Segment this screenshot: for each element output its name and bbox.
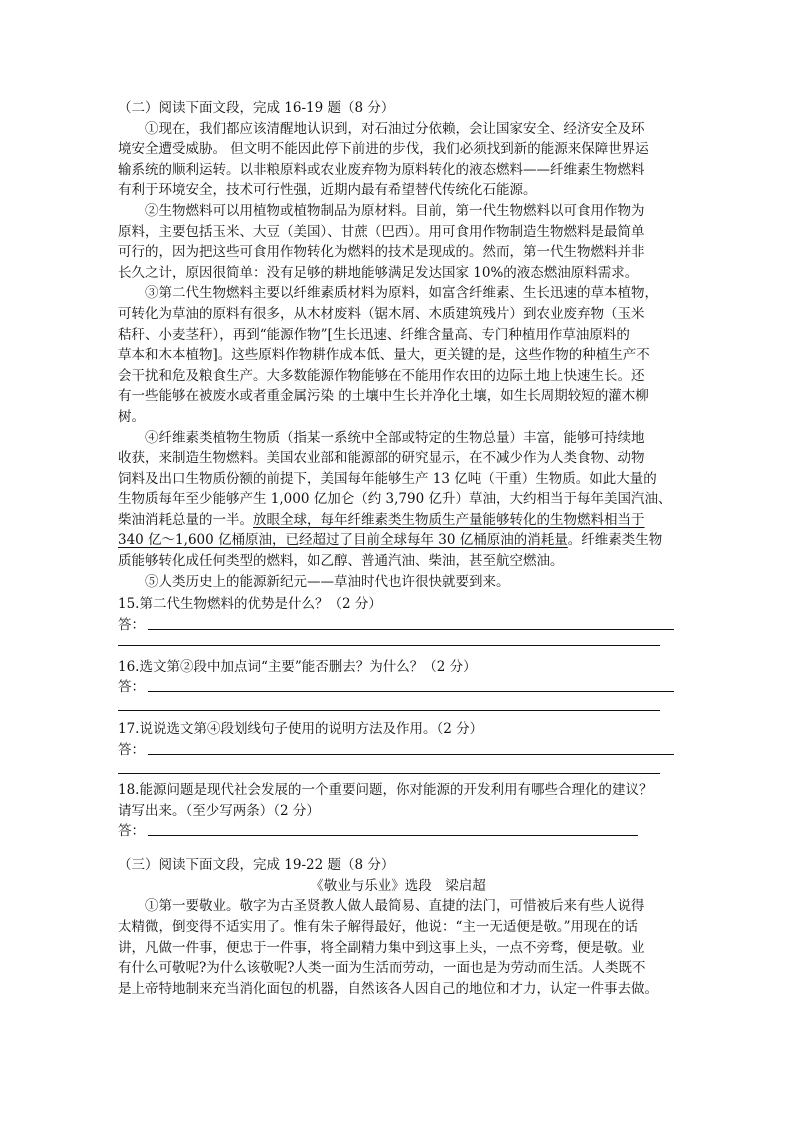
answer-line[interactable] [118, 773, 660, 774]
section-3-paragraph-1 [118, 896, 678, 999]
answer-line[interactable] [148, 629, 674, 630]
text-line: 质能够转化成任何类型的燃料，如乙醇、普通汽油、柴油，甚至航空燃油。 [118, 553, 564, 570]
text-line: ④纤维素类植物生物质（指某一系统中全部或特定的生物总量）丰富，能够可持续地 [145, 429, 645, 446]
text-line: 长久之计，原因很简单：没有足够的耕地能够满足发达国家 10%的液态燃油原料需求。 [118, 264, 639, 281]
answer-line[interactable] [148, 835, 638, 836]
text-line: 有利于环境安全，技术可行性强，近期内最有希望替代传统化石能源。 [118, 182, 537, 199]
section-2-paragraph-1 [118, 119, 678, 201]
section-2-paragraph-4 [118, 428, 678, 572]
text-line: 原料，主要包括玉米、大豆（美国）、甘蔗（巴西）。用可食用作物制造生物燃料是最简单 [118, 223, 645, 240]
text-line: ③第二代生物燃料主要以纤维素质材料为原料，如富含纤维素、生长迅速的草本植物， [145, 285, 658, 302]
text-line: 境安全遭受威胁。 但文明不能因此停下前进的步伐，我们必须找到新的能源来保障世界运 [118, 141, 649, 158]
text-line: 树。 [118, 408, 145, 425]
text-line [118, 510, 678, 531]
underlined-sentence: 340 亿～1,600 亿桶原油，已经超过了目前全球每年 30 亿桶原油的消耗量 [118, 532, 568, 549]
answer-label: 答： [118, 679, 145, 696]
text-line: 会干扰和危及粮食生产。大多数能源作物能够在不能用作农田的边际土地上快速生长。还 [118, 367, 645, 384]
section-3-heading: （三）阅读下面文段，完成 19-22 题（8 分） [118, 857, 395, 874]
text-line: 输系统的顺利运转。以非粮原料或农业废弃物为原料转化的液态燃料——纤维素生物燃料 [118, 161, 645, 178]
text-line: 可转化为草油的原料有很多，从木材废料（锯木屑、木质建筑残片）到农业废弃物（玉米 [118, 305, 645, 322]
question-15: 15.第二代生物燃料的优势是什么？（2 分） [118, 596, 382, 613]
answer-label: 答： [118, 742, 145, 759]
answer-line[interactable] [148, 754, 674, 755]
text-line: 讲，凡做一件事，便忠于一件事，将全副精力集中到这事上头，一点不旁骛，便是敬。业 [118, 939, 645, 956]
question-16: 16.选文第②段中加点词“主要”能否删去？为什么？（2 分） [118, 658, 477, 675]
text-segment: 。纤维素类生物 [567, 532, 663, 549]
question-18-continued: 请写出来。（至少写两条）（2 分） [118, 802, 320, 819]
answer-row-16-continued [118, 697, 678, 717]
question-17: 17.说说选文第④段划线句子使用的说明方法及作用。（2 分） [118, 721, 484, 738]
text-line: 太精微，倒变得不适实用了。惟有朱子解得最好，他说：“主一无适便是敬。”用现在的话 [118, 919, 639, 935]
section-2-paragraph-2 [118, 201, 678, 283]
answer-label: 答： [118, 616, 145, 633]
section-2-paragraph-5: ⑤人类历史上的能源新纪元——草油时代也许很快就要到来。 [145, 573, 510, 590]
answer-row-17-continued [118, 760, 678, 780]
answer-line[interactable] [118, 645, 660, 646]
text-line [118, 530, 678, 551]
answer-line[interactable] [118, 710, 660, 711]
text-line: 秸秆、小麦茎秆），再到“能源作物”[生长迅速、纤维含量高、专门种植用作草油原料的 [118, 326, 630, 343]
text-line: 有什么可敬呢?为什么该敬呢?人类一面为生活而劳动，一面也是为劳动而生活。人类既不 [118, 960, 646, 977]
answer-row-15-continued [118, 635, 678, 655]
text-line: 收获，来制造生物燃料。美国农业部和能源部的研究显示，在不减少作为人类食物、动物 [118, 450, 645, 467]
text-segment: 柴油消耗总量的一半。 [118, 511, 253, 528]
document-page [118, 98, 678, 999]
question-18: 18.能源问题是现代社会发展的一个重要问题，你对能源的开发利用有哪些合理化的建议？ [118, 782, 653, 799]
section-2-paragraph-3 [118, 283, 678, 427]
answer-label: 答： [118, 823, 145, 840]
answer-row-15 [118, 615, 678, 635]
section-3-title: 《敬业与乐业》选段 梁启超 [310, 877, 486, 894]
text-line: ②生物燃料可以用植物或植物制品为原材料。目前，第一代生物燃料以可食用作物为 [145, 202, 645, 219]
text-line: 草本和木本植物]。这些原料作物耕作成本低、量大，更关键的是，这些作物的种植生产不 [118, 347, 650, 364]
answer-row-18 [118, 821, 678, 841]
answer-row-17 [118, 740, 678, 760]
text-line: 生物质每年至少能够产生 1,000 亿加仑（约 3,790 亿升）草油，大约相当于每年美国汽油、 [118, 491, 672, 508]
answer-row-16 [118, 677, 678, 697]
text-line: 有一些能够在被废水或者重金属污染 的土壤中生长并净化土壤，如生长周期较短的灌木柳 [118, 388, 649, 405]
section-2-heading: （二）阅读下面文段，完成 16-19 题（8 分） [118, 100, 395, 116]
text-line: ①第一要敬业。敬字为古圣贤教人做人最简易、直捷的法门，可惜被后来有些人说得 [145, 898, 645, 915]
underlined-sentence: 放眼全球，每年纤维素类生物质生产量能够转化的生物燃料相当于 [253, 511, 645, 528]
answer-line[interactable] [148, 691, 674, 692]
text-line: 是上帝特地制来充当消化面包的机器，自然该各人因自己的地位和才力，认定一件事去做。 [118, 980, 658, 997]
text-line: 可行的，因为把这些可食用作物转化为燃料的技术是现成的。然而，第一代生物燃料并非 [118, 244, 645, 261]
text-line: ①现在，我们都应该清醒地认识到，对石油过分依赖，会让国家安全、经济安全及环 [145, 120, 645, 137]
text-line: 饲料及出口生物质份额的前提下，美国每年能够生产 13 亿吨（干重）生物质。如此大量的 [118, 470, 657, 487]
